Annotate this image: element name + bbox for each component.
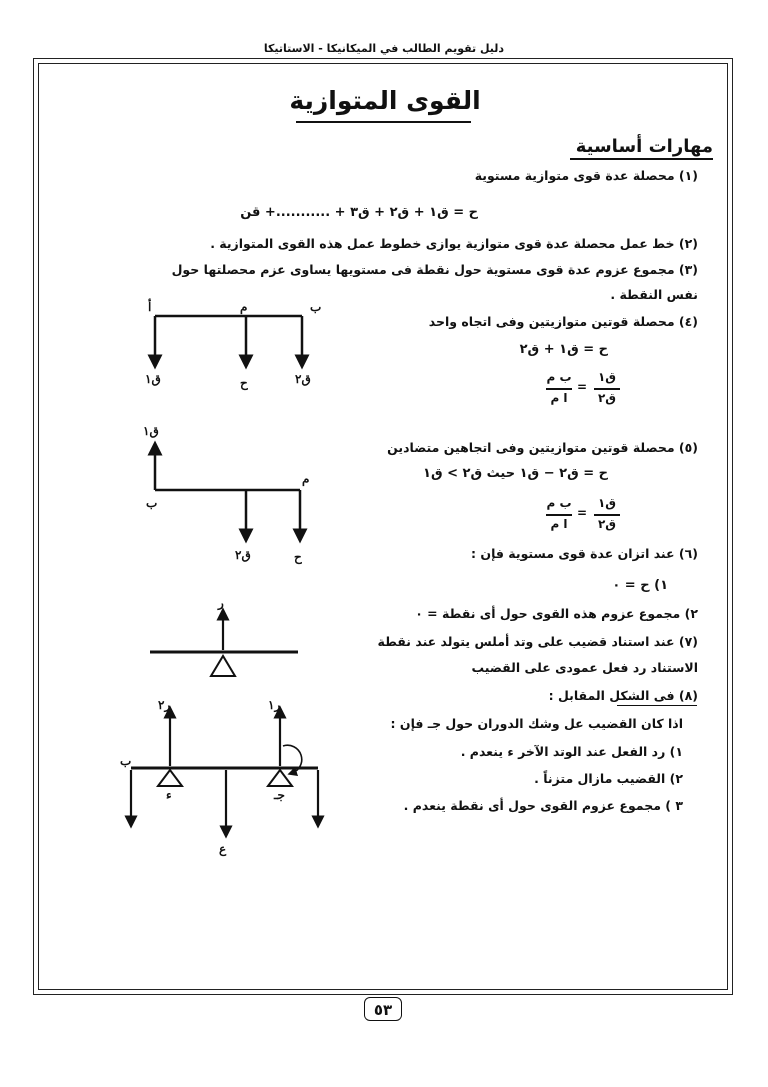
rule-2: (٢) خط عمل محصلة عدة قوى متوازية يوازى خطوط عمل هذه القوى المتوازية . xyxy=(210,236,698,251)
fig4-label-w: ع xyxy=(219,842,227,856)
rule-1: (١) محصلة عدة قوى متوازية مستوية xyxy=(474,168,698,183)
frac-4-right-num: ب م xyxy=(546,370,572,384)
frac-5-right-num: ب م xyxy=(546,496,572,510)
rule-8-item-1: ١) رد الفعل عند الوتد الآخر ء ينعدم . xyxy=(460,744,683,759)
rule-6: (٦) عند اتزان عدة قوى مستوية فإن : xyxy=(471,546,698,561)
figure-3-rod-on-peg xyxy=(150,614,298,676)
rule-6-item-2: ٢) مجموع عزوم هذه القوى حول أى نقطة = ٠ xyxy=(415,606,698,621)
rule-7-cont: الاستناد رد فعل عمودى على القضيب xyxy=(471,660,698,675)
fig2-label-q2: ق٢ xyxy=(235,548,251,562)
frac-5-left-den: ق٢ xyxy=(597,517,617,531)
fig2-label-b: ب xyxy=(146,496,158,510)
frac-4-left-num: ق١ xyxy=(597,370,617,384)
rule-3-cont: نفس النقطة . xyxy=(610,287,698,302)
fig4-peg-j xyxy=(268,770,292,786)
fig4-label-d: ء xyxy=(166,788,172,802)
fig4-peg-d xyxy=(158,770,182,786)
fig1-label-m: م xyxy=(240,300,248,314)
fig2-label-q1: ق١ xyxy=(143,424,159,438)
frac-5-left-num: ق١ xyxy=(597,496,617,510)
fig4-label-r1: ر١ xyxy=(268,698,281,712)
page-title: القوى المتوازية xyxy=(289,86,481,115)
frac-5-right-den: ا م xyxy=(550,517,568,531)
fig3-peg xyxy=(211,656,235,676)
rule-3: (٣) مجموع عزوم عدة قوى مستوية حول نقطة فى مستويها يساوى عزم محصلتها حول xyxy=(171,262,698,277)
figure-1-same-direction xyxy=(155,316,302,362)
rule-7: (٧) عند استناد قضيب على وتد أملس يتولد عند نقطة xyxy=(377,634,698,649)
figure-2-opposite-direction xyxy=(155,448,300,536)
figure-4-rod-two-pegs xyxy=(131,712,318,832)
page-number: ٥٣ xyxy=(364,997,402,1021)
fig1-label-q2: ق٢ xyxy=(295,372,311,386)
fig1-label-a: أ xyxy=(148,300,152,314)
frac-5-eq: = xyxy=(576,506,588,520)
fig1-label-r: ح xyxy=(240,376,248,390)
fig2-label-m: م xyxy=(302,472,310,486)
equation-1: ح = ق١ + ق٢ + ق٣ + ...........+ قن xyxy=(240,205,478,220)
equation-5: ح = ق٢ − ق١ حيث ق٢ > ق١ xyxy=(423,466,608,481)
section-heading: مهارات أساسية xyxy=(575,136,713,157)
rule-8-intro: اذا كان القضيب عل وشك الدوران حول جـ فإن : xyxy=(390,716,683,731)
frac-4-eq: = xyxy=(576,380,588,394)
rule-8-item-3: ٣ ) مجموع عزوم القوى حول أى نقطة ينعدم . xyxy=(403,798,683,813)
fig4-label-r2: ر٢ xyxy=(158,698,171,712)
rule-6-item-1: ١) ح = ٠ xyxy=(612,578,668,593)
fig3-label-r: ر xyxy=(218,596,224,610)
fig1-label-q1: ق١ xyxy=(145,372,161,386)
rule-8: (٨) فى الشكل المقابل : xyxy=(548,688,698,703)
rule-5: (٥) محصلة قوتين متوازيتين وفى اتجاهين متضادين xyxy=(387,440,698,455)
frac-4-left-den: ق٢ xyxy=(597,391,617,405)
rule-4: (٤) محصلة قوتين متوازيتين وفى اتجاه واحد xyxy=(428,314,698,329)
equation-4: ح = ق١ + ق٢ xyxy=(519,342,608,357)
fig2-label-r: ح xyxy=(294,550,302,564)
fig4-label-j: جـ xyxy=(274,788,285,802)
rule-8-item-2: ٢) القضيب مازال متزناً . xyxy=(534,771,683,786)
fig4-label-b: ب xyxy=(120,754,132,768)
frac-4-right-den: ا م xyxy=(550,391,568,405)
fig1-label-b: ب xyxy=(310,300,322,314)
page-header: دليل تقويم الطالب في الميكانيكا - الاستاتيكا xyxy=(263,42,505,55)
